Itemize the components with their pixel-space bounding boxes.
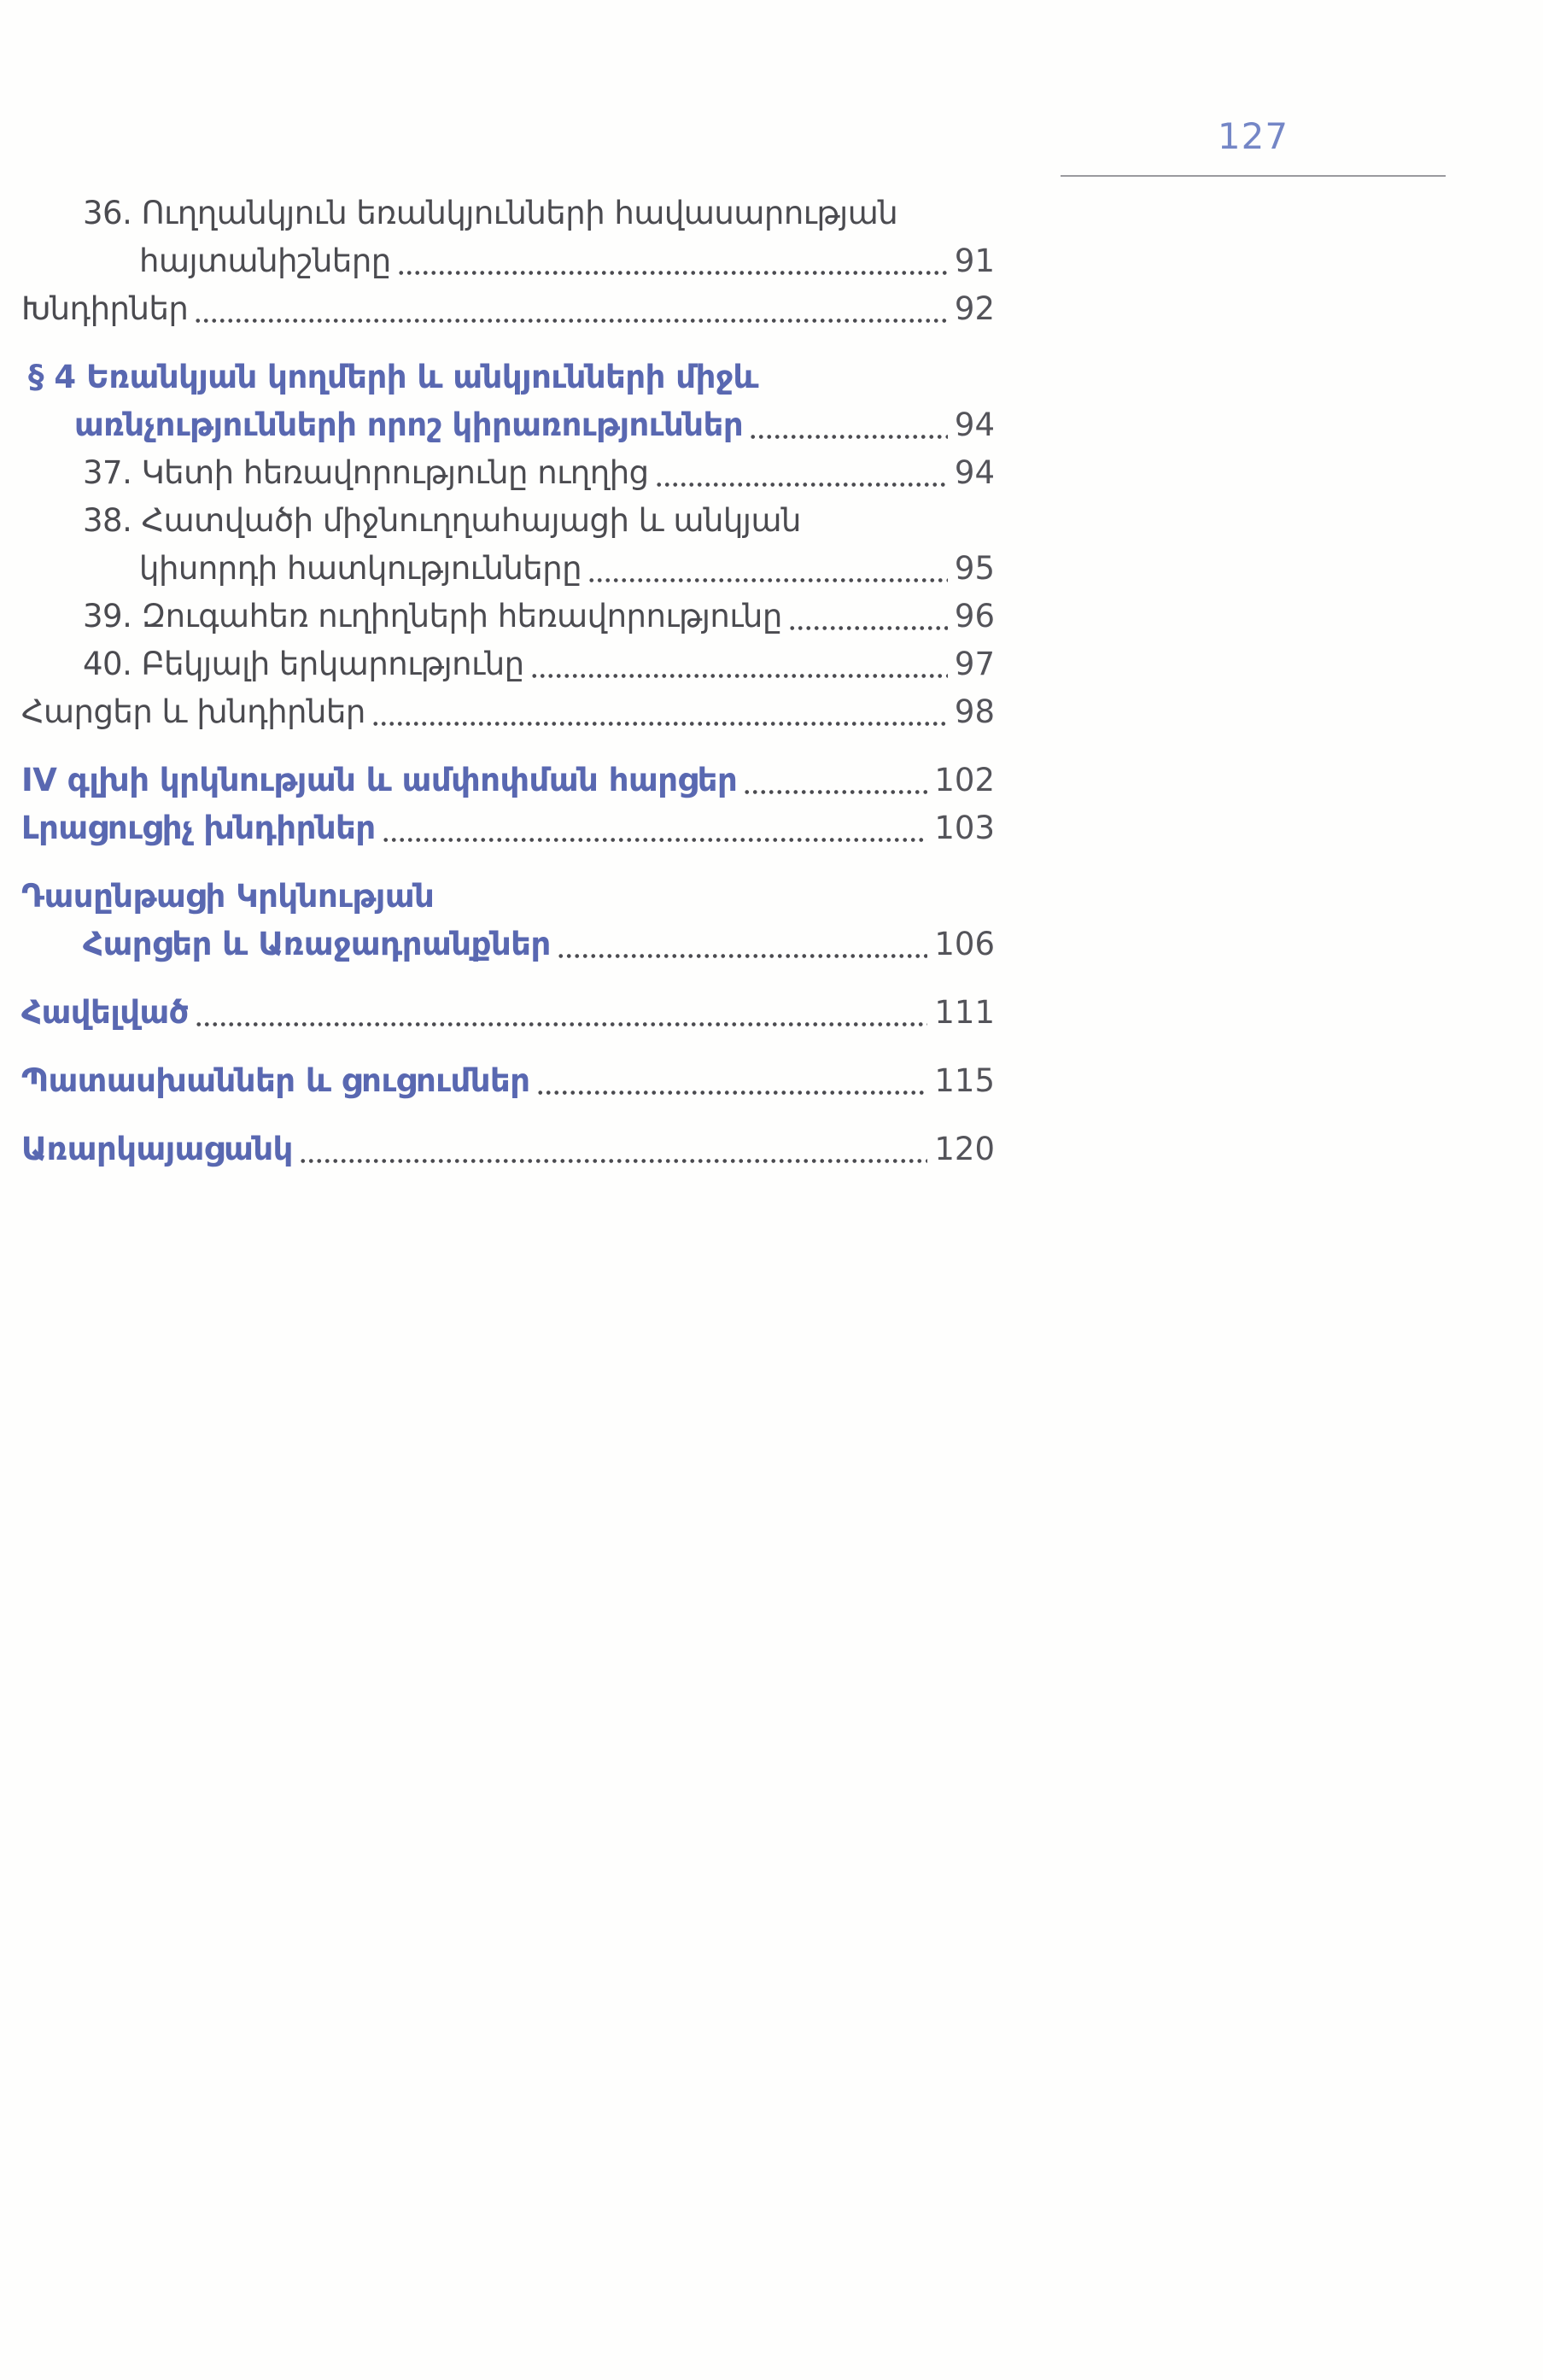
- toc-row: [83, 190, 995, 237]
- toc-entry-label: 38. Հատվածի միջնուղղահայացի և անկյան: [83, 502, 801, 539]
- dot-leader: [194, 285, 948, 333]
- toc-page-number: 91: [954, 243, 995, 279]
- toc-page-number: 92: [954, 290, 995, 327]
- toc-entry-label: Հարցեր և խնդիրներ: [21, 693, 365, 730]
- dot-leader: [743, 757, 927, 804]
- toc-block: [21, 1126, 995, 1173]
- toc-entry-label: Հավելված: [21, 994, 189, 1031]
- toc-row: [21, 285, 995, 333]
- dot-leader: [536, 1057, 928, 1105]
- toc-row: [28, 354, 995, 401]
- toc-page-number: 106: [934, 926, 995, 962]
- dot-leader: [530, 640, 948, 688]
- toc-page-number: 111: [934, 994, 995, 1031]
- table-of-contents: [21, 190, 995, 1173]
- toc-row: [21, 1126, 995, 1173]
- toc-row: [21, 873, 995, 921]
- toc-entry-label: § 4 Եռանկյան կողմերի և անկյունների միջև: [28, 359, 759, 395]
- toc-page-number: 120: [934, 1131, 995, 1167]
- dot-leader: [397, 237, 948, 285]
- toc-page-number: 96: [954, 598, 995, 634]
- dot-leader: [371, 688, 948, 736]
- toc-row: [74, 401, 995, 449]
- toc-block: [21, 354, 995, 736]
- toc-row: [83, 921, 995, 968]
- toc-entry-label: հայտանիշները: [139, 243, 391, 279]
- toc-entry-label: Պատասխաններ և ցուցումներ: [21, 1062, 530, 1099]
- toc-row: [21, 804, 995, 852]
- toc-page-number: 94: [954, 406, 995, 443]
- toc-entry-label: Խնդիրներ: [21, 290, 189, 327]
- toc-row: [21, 1057, 995, 1105]
- toc-entry-label: 37. Կետի հեռավորությունը ուղղից: [83, 454, 649, 491]
- toc-row: [139, 545, 995, 593]
- toc-entry-label: Լրացուցիչ խնդիրներ: [21, 810, 376, 846]
- dot-leader: [557, 921, 928, 968]
- toc-row: [21, 989, 995, 1037]
- toc-block: [21, 190, 995, 333]
- toc-entry-label: առնչությունների որոշ կիրառություններ: [74, 406, 744, 443]
- dot-leader: [299, 1126, 927, 1173]
- toc-block: [21, 873, 995, 968]
- dot-leader: [655, 449, 948, 497]
- toc-row: [139, 237, 995, 285]
- toc-row: [21, 757, 995, 804]
- toc-block: [21, 757, 995, 852]
- toc-row: [21, 688, 995, 736]
- toc-block: [21, 1057, 995, 1105]
- toc-entry-label: 40. Բեկյալի երկարությունը: [83, 646, 524, 682]
- toc-entry-label: Առարկայացանկ: [21, 1131, 293, 1167]
- toc-page-number: 97: [954, 646, 995, 682]
- toc-page-number: 98: [954, 693, 995, 730]
- toc-page-number: 94: [954, 454, 995, 491]
- toc-page-number: 115: [934, 1062, 995, 1099]
- toc-page-number: 95: [954, 550, 995, 587]
- page-number: 127: [1217, 115, 1289, 157]
- toc-block: [21, 989, 995, 1037]
- toc-entry-label: 39. Զուգահեռ ուղիղների հեռավորությունը: [83, 598, 782, 634]
- toc-row: [83, 640, 995, 688]
- toc-entry-label: կիսորդի հատկությունները: [139, 550, 582, 587]
- toc-page-number: 103: [934, 810, 995, 846]
- toc-row: [83, 449, 995, 497]
- toc-entry-label: Դասընթացի Կրկնության: [21, 878, 435, 915]
- header-rule: [1061, 175, 1446, 177]
- toc-entry-label: Հարցեր և Առաջադրանքներ: [83, 926, 551, 962]
- toc-entry-label: IV գլխի կրկնության և ամփոփման հարցեր: [21, 762, 738, 798]
- dot-leader: [195, 989, 928, 1037]
- toc-page-number: 102: [934, 762, 995, 798]
- toc-entry-label: 36. Ուղղանկյուն եռանկյունների հավասարության: [83, 195, 898, 231]
- toc-row: [83, 497, 995, 545]
- dot-leader: [749, 401, 948, 449]
- toc-row: [83, 593, 995, 640]
- dot-leader: [788, 593, 948, 640]
- dot-leader: [382, 804, 928, 852]
- dot-leader: [587, 545, 948, 593]
